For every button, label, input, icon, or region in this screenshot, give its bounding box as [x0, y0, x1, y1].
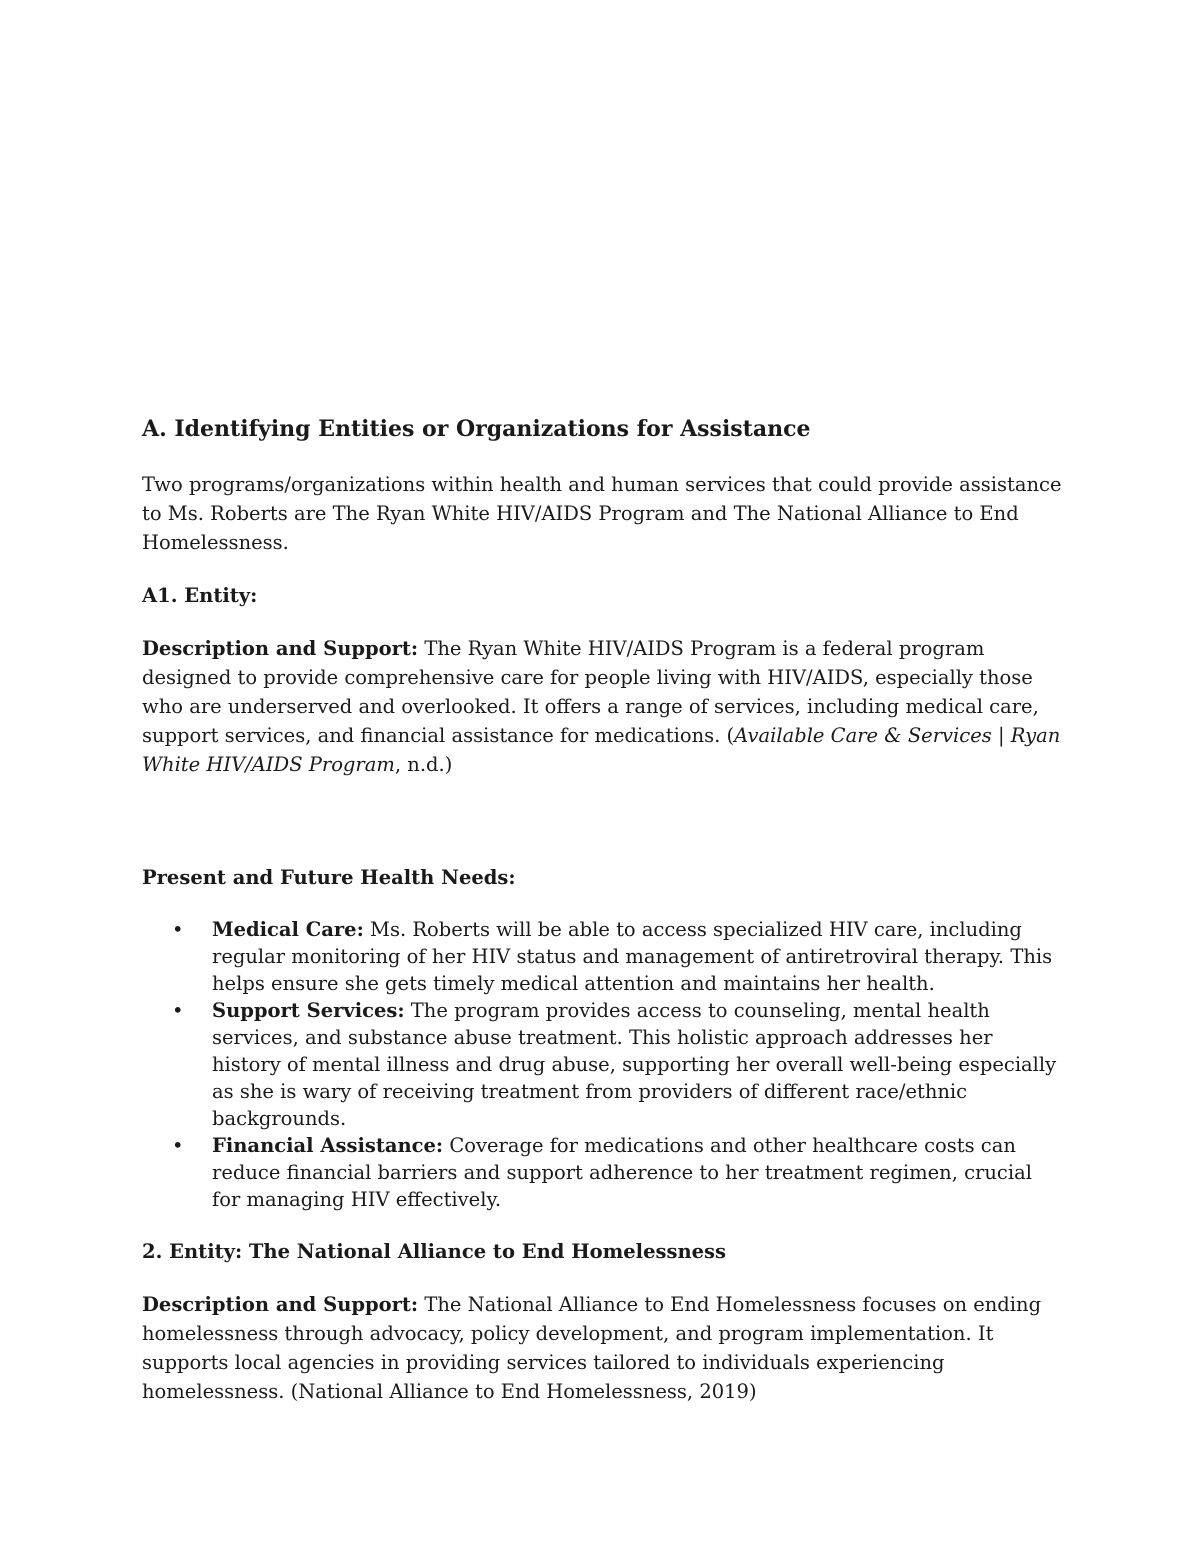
- bullet-icon: •: [172, 918, 184, 941]
- list-item: [142, 916, 1062, 997]
- need-text: Coverage for medications and other healthcare costs can reduce financial barriers and support adherence to her treatment regimen, crucial for managing HIV effectively.: [212, 1134, 1032, 1211]
- needs-heading: Present and Future Health Needs:: [142, 866, 516, 889]
- bullet-icon: •: [172, 999, 184, 1022]
- entity1-citation-end: , n.d.): [394, 753, 453, 776]
- entity2-desc-text: The National Alliance to End Homelessness focuses on ending homelessness through advocacy, policy development, and program implementation. It supports local agencies in providing services tailored to individuals experiencing homelessness. (National Alliance to End Homelessness, 2019): [142, 1293, 1042, 1403]
- need-text: The program provides access to counseling, mental health services, and substance abuse treatment. This holistic approach addresses her history of mental illness and drug abuse, supporting her overall well-being especially as she is wary of receiving treatment from providers of different race/ethnic backgrounds.: [212, 999, 1057, 1130]
- needs-list: [142, 916, 1062, 1213]
- entity1-description: [142, 634, 1062, 779]
- document-page: [142, 414, 1062, 1406]
- need-label: Financial Assistance:: [212, 1134, 444, 1157]
- intro-paragraph: Two programs/organizations within health and human services that could provide assistance to Ms. Roberts are The Ryan White HIV/AIDS Program and The National Alliance to End Homelessness.: [142, 473, 1062, 554]
- entity1-heading: A1. Entity:: [142, 584, 258, 607]
- entity2-description: [142, 1290, 1062, 1406]
- entity1-desc-label: Description and Support:: [142, 637, 419, 660]
- need-text: Ms. Roberts will be able to access specialized HIV care, including regular monitoring of her HIV status and management of antiretroviral therapy. This helps ensure she gets timely medical attention and maintains her health.: [212, 918, 1053, 995]
- list-item: [142, 997, 1062, 1132]
- entity1-desc-text: The Ryan White HIV/AIDS Program is a federal program designed to provide comprehensive care for people living with HIV/AIDS, especially those who are underserved and overlooked. It offers a range of services, including medical care, support services, and financial assistance for medications. (: [142, 637, 1039, 747]
- section-heading: A. Identifying Entities or Organizations for Assistance: [142, 416, 811, 442]
- bullet-icon: •: [172, 1134, 184, 1157]
- entity1-citation-title: Available Care & Services | Ryan White HIV/AIDS Program: [142, 724, 1061, 776]
- entity2-desc-label: Description and Support:: [142, 1293, 419, 1316]
- list-item: [142, 1132, 1062, 1213]
- entity2-heading: 2. Entity: The National Alliance to End Homelessness: [142, 1240, 726, 1263]
- need-label: Support Services:: [212, 999, 405, 1022]
- need-label: Medical Care:: [212, 918, 364, 941]
